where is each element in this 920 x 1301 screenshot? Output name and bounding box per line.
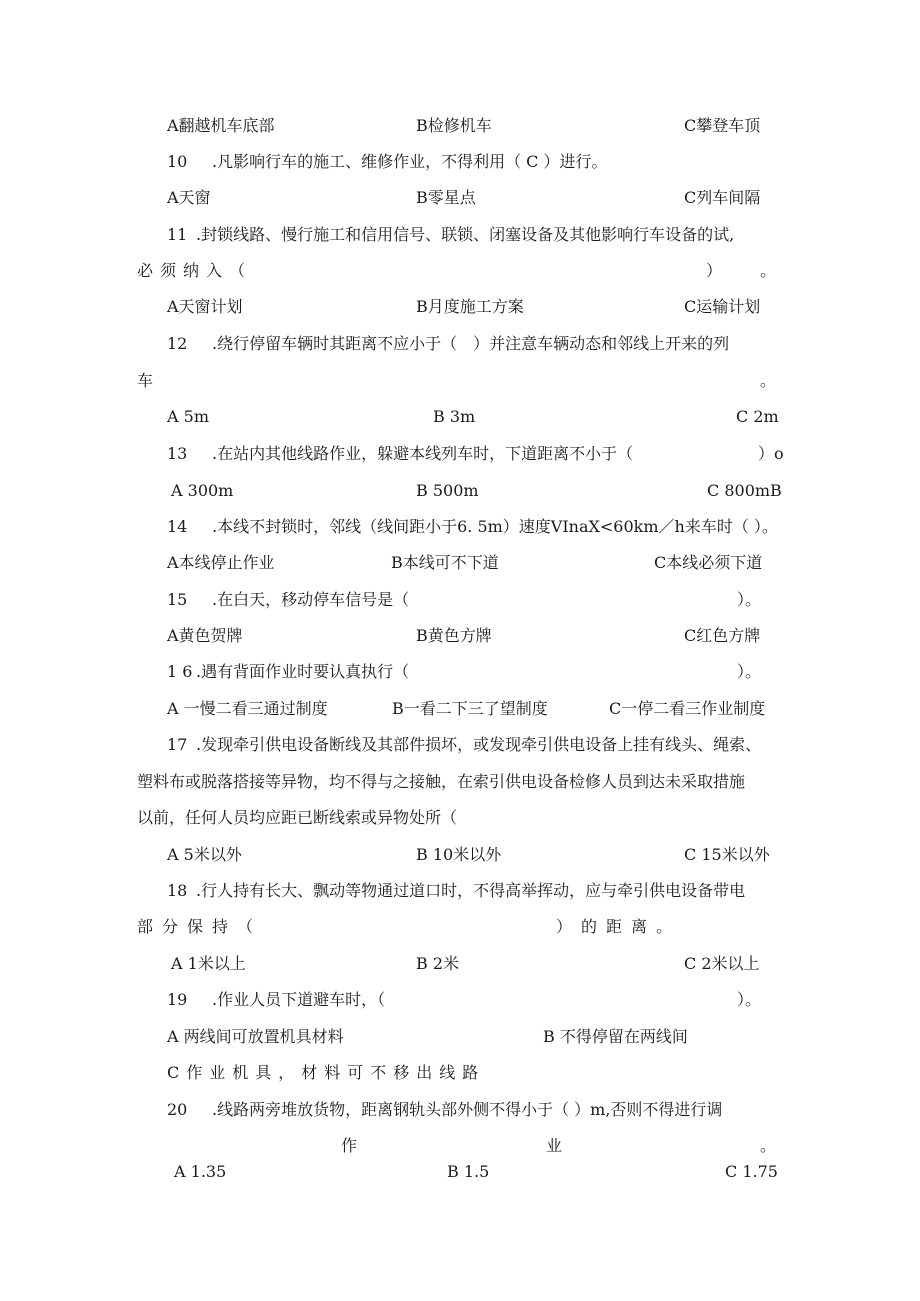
q14-option-c: C本线必须下道 — [654, 553, 763, 572]
q18-continuation-end: ）的距离。 — [556, 917, 682, 936]
q16-number: 1 6 — [167, 662, 193, 681]
q19-option-a: A 两线间可放置机具材料 — [167, 1027, 344, 1046]
q9-option-a: A翻越机车底部 — [167, 116, 275, 135]
q17-option-c: C 15米以外 — [684, 845, 770, 864]
q15-question: .在白天，移动停车信号是（ — [212, 590, 410, 609]
q13-bracket-close: ）o — [758, 444, 784, 463]
q10-option-b: B零星点 — [416, 188, 476, 207]
q14-option-b: B本线可不下道 — [391, 553, 499, 572]
q20-option-c: C 1.75 — [725, 1162, 778, 1181]
q18-continuation: 部分保持（ — [137, 917, 263, 936]
q11-number: 11 — [167, 225, 188, 244]
q17-continuation-1: 塑料布或脱落搭接等异物，均不得与之接触，在索引供电设备检修人员到达未采取措施 — [137, 772, 746, 791]
q11-option-b: B月度施工方案 — [416, 297, 524, 316]
q15-option-b: B黄色方牌 — [416, 626, 492, 645]
q18-option-a: A 1米以上 — [171, 954, 246, 973]
q11-bracket-close: ） — [706, 261, 723, 280]
q20-continuation-b: 业 — [546, 1136, 563, 1155]
q13-option-c: C 800mB — [707, 481, 782, 500]
q12-continuation: 车 — [137, 371, 154, 390]
q18-option-c: C 2米以上 — [684, 954, 760, 973]
q11-continuation: 必须纳入（ — [137, 261, 253, 280]
q15-number: 15 — [167, 590, 188, 609]
q13-question: .在站内其他线路作业，躲避本线列车时，下道距离不小于（ — [212, 444, 634, 463]
q11-option-c: C运输计划 — [684, 297, 761, 316]
q18-number: 18 — [167, 881, 188, 900]
q19-bracket-close: ）。 — [737, 990, 762, 1009]
q19-option-c: C作业机具，材料可不移出线路 — [167, 1063, 486, 1082]
q12-option-c: C 2m — [736, 407, 779, 426]
q12-number: 12 — [167, 334, 188, 353]
q16-bracket-close: ）。 — [737, 662, 762, 681]
q17-option-a: A 5米以外 — [167, 845, 242, 864]
q14-question: .本线不封锁时，邻线（线间距小于6. 5m）速度VInaX<60km／h来车时（ ）。 — [212, 517, 778, 536]
q16-option-a: A 一慢二看三通过制度 — [167, 699, 328, 718]
q10-option-a: A天窗 — [167, 188, 211, 207]
q18-question: .行人持有长大、飘动等物通过道口时，不得高举挥动，应与牵引供电设备带电 — [196, 881, 746, 900]
q11-option-a: A天窗计划 — [167, 297, 243, 316]
q12-question: .绕行停留车辆时其距离不应小于（ ）并注意车辆动态和邻线上开来的列 — [212, 334, 730, 353]
q17-number: 17 — [167, 735, 188, 754]
q16-option-b: B一看二下三了望制度 — [392, 699, 548, 718]
q15-bracket-close: ）。 — [737, 590, 762, 609]
q19-number: 19 — [167, 990, 188, 1009]
q20-option-b: B 1.5 — [447, 1162, 490, 1181]
q12-period: 。 — [760, 371, 777, 390]
q20-number: 20 — [167, 1100, 188, 1119]
q20-question: .线路两旁堆放货物，距离钢轨头部外侧不得小于（ ）m,否则不得进行调 — [212, 1100, 723, 1119]
q17-option-b: B 10米以外 — [416, 845, 502, 864]
q16-option-c: C一停二看三作业制度 — [609, 699, 766, 718]
q15-option-a: A黄色贺牌 — [167, 626, 243, 645]
q12-option-a: A 5m — [167, 407, 209, 426]
q20-period: 。 — [760, 1136, 777, 1155]
q11-period: 。 — [760, 261, 777, 280]
q10-option-c: C列车间隔 — [684, 188, 761, 207]
q19-question: .作业人员下道避车时，（ — [212, 990, 386, 1009]
q18-option-b: B 2米 — [416, 954, 460, 973]
q17-continuation-2: 以前，任何人员均应距已断线索或异物处所（ — [137, 808, 458, 827]
q20-continuation-a: 作 — [341, 1136, 358, 1155]
q20-option-a: A 1.35 — [174, 1162, 227, 1181]
q14-number: 14 — [167, 517, 188, 536]
q15-option-c: C红色方牌 — [684, 626, 761, 645]
q10-number: 10 — [167, 152, 188, 171]
q13-number: 13 — [167, 444, 188, 463]
q17-question: .发现牵引供电设备断线及其部件损坏，或发现牵引供电设备上挂有线头、绳索、 — [196, 735, 762, 754]
q13-option-b: B 500m — [416, 481, 479, 500]
q19-option-b: B 不得停留在两线间 — [543, 1027, 688, 1046]
q16-question: .遇有背面作业时要认真执行（ — [196, 662, 410, 681]
q12-option-b: B 3m — [433, 407, 476, 426]
q14-option-a: A本线停止作业 — [167, 553, 275, 572]
q11-question: .封锁线路、慢行施工和信用信号、联锁、闭塞设备及其他影响行车设备的试, — [196, 225, 735, 244]
q10-question: .凡影响行车的施工、维修作业，不得利用（ C ）进行。 — [212, 152, 608, 171]
q13-option-a: A 300m — [171, 481, 234, 500]
q9-option-c: C攀登车顶 — [684, 116, 761, 135]
q9-option-b: B检修机车 — [416, 116, 492, 135]
